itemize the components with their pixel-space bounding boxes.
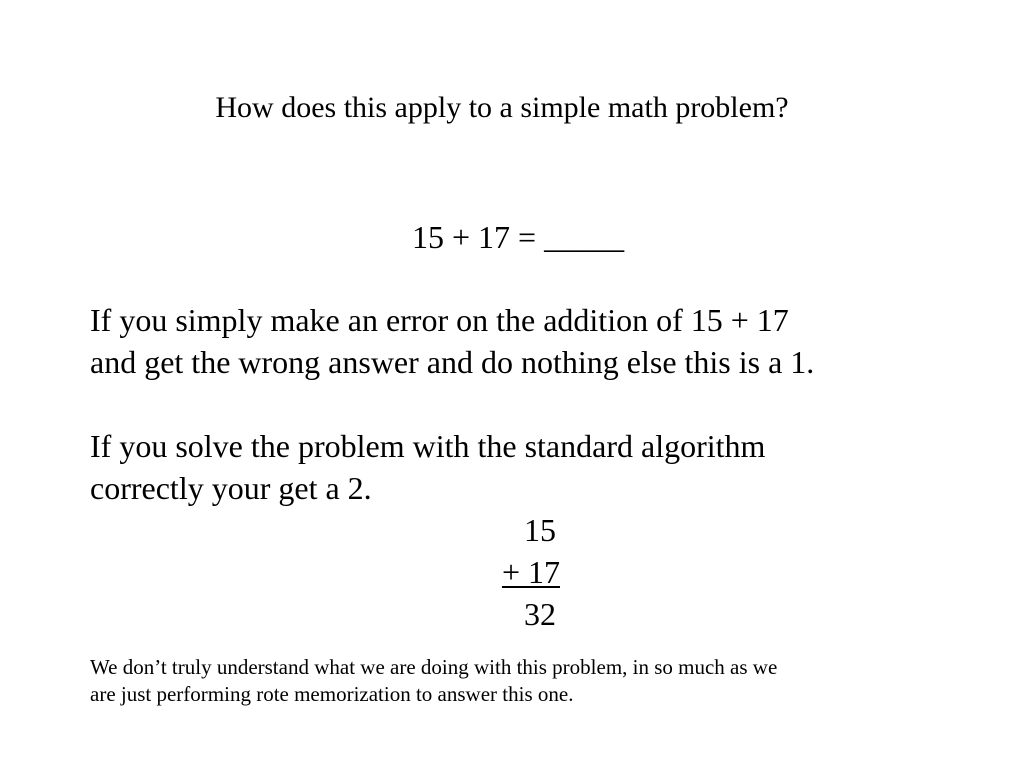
- slide-title: How does this apply to a simple math problem?: [215, 91, 789, 124]
- paragraph-score-1: [90, 299, 814, 383]
- paragraph-score-2-line-1: If you solve the problem with the standard algorithm: [90, 428, 766, 464]
- paragraph-score-1-line-1: If you simply make an error on the addition of 15 + 17: [90, 302, 789, 338]
- worked-addend-1: 15: [524, 512, 556, 548]
- paragraph-score-2: [90, 425, 765, 509]
- worked-addend-2: + 17: [501, 554, 560, 590]
- footnote-line-1: We don’t truly understand what we are doing with this problem, in so much as we: [90, 655, 778, 679]
- footnote: [90, 654, 777, 708]
- worked-sum: 32: [524, 596, 556, 632]
- footnote-line-2: are just performing rote memorization to answer this one.: [90, 682, 574, 706]
- equation: 15 + 17 = _____: [412, 219, 625, 255]
- worked-addition: [490, 509, 560, 635]
- paragraph-score-1-line-2: and get the wrong answer and do nothing else this is a 1.: [90, 344, 815, 380]
- paragraph-score-2-line-2: correctly your get a 2.: [90, 470, 372, 506]
